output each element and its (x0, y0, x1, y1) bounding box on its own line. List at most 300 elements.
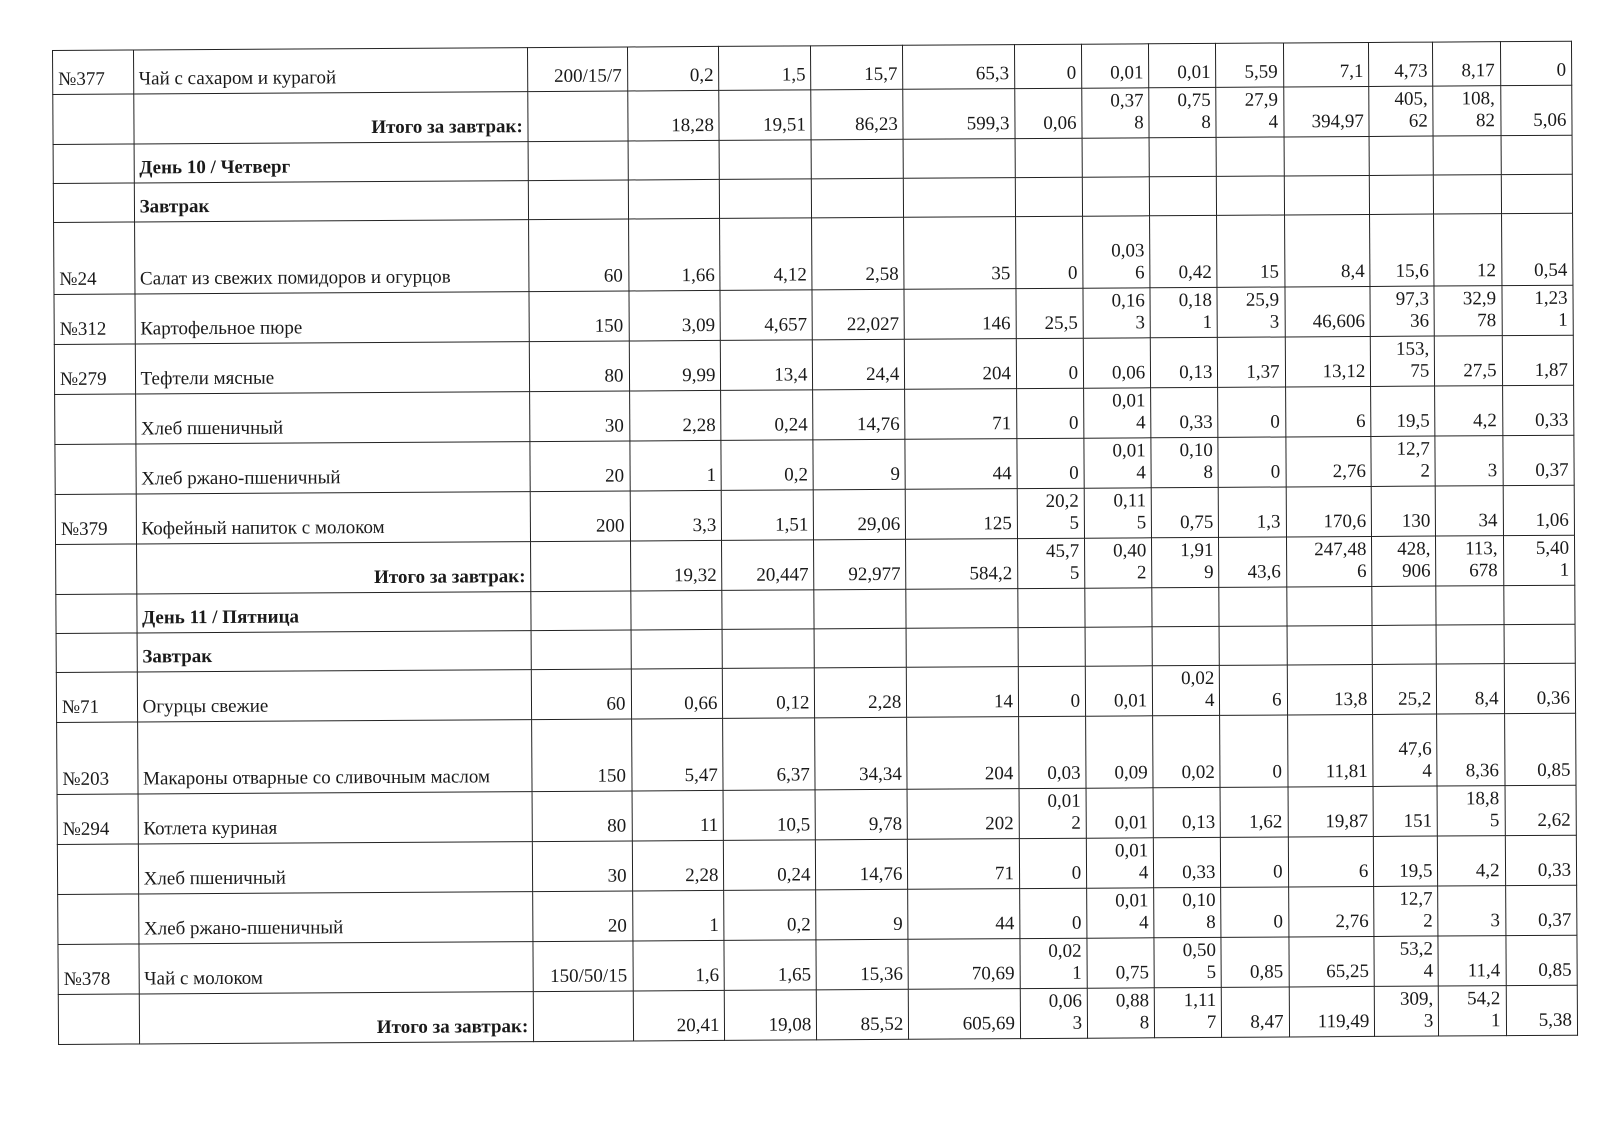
value-cell: 25,9 3 (1217, 287, 1284, 337)
empty-cell (1015, 177, 1082, 216)
value-cell: 2,62 (1505, 785, 1577, 835)
value-cell: 8,17 (1433, 42, 1500, 86)
empty-cell (1082, 177, 1149, 216)
value-cell: 5,47 (631, 718, 723, 791)
empty-cell (1287, 625, 1373, 665)
value-cell: 0,33 (1151, 387, 1218, 437)
portion-cell: 200/15/7 (528, 47, 627, 92)
value-cell: 19,87 (1288, 786, 1374, 837)
value-cell: 0,03 6 (1083, 216, 1151, 288)
table-row (55, 385, 1574, 444)
total-row (58, 985, 1577, 1044)
value-cell: 0,01 4 (1084, 438, 1151, 488)
dish-code: №379 (55, 494, 136, 544)
value-cell: 2,76 (1285, 436, 1371, 487)
portion-cell: 80 (530, 341, 629, 392)
value-cell: 5,40 1 (1503, 535, 1575, 585)
value-cell: 0 (1015, 216, 1083, 288)
dish-code: №378 (58, 944, 139, 994)
dish-code: №71 (56, 672, 137, 722)
table-row (55, 435, 1574, 494)
value-cell: 34 (1436, 486, 1503, 536)
value-cell: 14 (907, 667, 1019, 718)
dish-name: Салат из свежих помидоров и огурцов (134, 220, 529, 294)
value-cell: 605,69 (909, 989, 1021, 1040)
dish-code: №294 (57, 794, 138, 844)
code-cell (56, 544, 137, 594)
value-cell: 15,7 (811, 45, 903, 90)
empty-cell (720, 140, 812, 180)
empty-cell (1018, 588, 1085, 627)
table-row (57, 785, 1576, 844)
empty-cell (1015, 138, 1082, 177)
value-cell: 35 (904, 217, 1016, 290)
portion-cell: 200 (531, 491, 630, 542)
value-cell: 0,85 (1221, 937, 1288, 987)
empty-cell (531, 591, 630, 631)
empty-cell (628, 140, 720, 180)
table-row (54, 335, 1573, 394)
value-cell: 44 (908, 889, 1020, 940)
value-cell: 130 (1372, 486, 1436, 536)
value-cell: 14,76 (816, 839, 908, 890)
empty-cell (1216, 137, 1283, 176)
dish-name: Огурцы свежие (137, 670, 532, 722)
value-cell: 15 (1217, 215, 1285, 287)
value-cell: 8,4 (1437, 664, 1504, 714)
empty-cell (1372, 625, 1436, 664)
nutrition-table (52, 41, 1578, 1045)
value-cell: 43,6 (1219, 537, 1286, 587)
value-cell: 27,9 4 (1216, 87, 1283, 137)
value-cell: 0,2 (627, 46, 719, 91)
empty-cell (1436, 625, 1503, 664)
value-cell: 0,2 (724, 890, 816, 941)
total-label: Итого за завтрак: (136, 542, 531, 594)
value-cell: 0,37 (1502, 435, 1574, 485)
value-cell: 15,6 (1370, 214, 1435, 286)
empty-cell (1152, 587, 1219, 626)
value-cell: 125 (906, 489, 1018, 540)
empty-cell (528, 141, 627, 181)
empty-cell (1152, 626, 1219, 665)
table-row (57, 713, 1576, 794)
empty-cell (529, 180, 628, 220)
value-cell: 309, 3 (1375, 986, 1439, 1036)
value-cell: 0,06 (1083, 338, 1150, 388)
value-cell: 0,75 (1087, 938, 1154, 988)
value-cell: 1,91 9 (1152, 537, 1219, 587)
value-cell: 0,18 1 (1150, 287, 1217, 337)
empty-cell (1369, 136, 1433, 175)
value-cell: 8,47 (1222, 987, 1289, 1037)
value-cell: 0,01 4 (1084, 388, 1151, 438)
value-cell: 204 (905, 339, 1017, 390)
table-row (58, 935, 1577, 994)
value-cell: 11,4 (1438, 936, 1505, 986)
value-cell: 428, 906 (1372, 536, 1436, 586)
value-cell: 0 (1020, 888, 1087, 938)
value-cell: 19,5 (1374, 836, 1438, 886)
value-cell: 0,37 8 (1082, 88, 1149, 138)
value-cell: 13,12 (1285, 336, 1371, 387)
empty-cell (1284, 175, 1370, 215)
value-cell: 1,23 1 (1502, 285, 1574, 335)
empty-cell (1219, 626, 1286, 665)
empty-cell (720, 179, 812, 219)
value-cell: 151 (1373, 786, 1437, 836)
value-cell: 1,6 (632, 940, 724, 991)
value-cell: 6 (1220, 665, 1287, 715)
value-cell: 0,10 8 (1154, 887, 1221, 937)
value-cell: 25,5 (1016, 288, 1083, 338)
value-cell: 22,027 (812, 289, 904, 340)
empty-cell (814, 589, 906, 629)
dish-code: №312 (54, 294, 135, 344)
value-cell: 86,23 (811, 89, 903, 140)
portion-cell: 80 (532, 791, 631, 842)
dish-name: Хлеб пшеничный (138, 842, 533, 894)
empty-cell (723, 629, 815, 669)
value-cell: 0,88 8 (1087, 988, 1154, 1038)
value-cell: 119,49 (1289, 986, 1375, 1037)
dish-code: №203 (57, 722, 138, 794)
value-cell: 6,37 (723, 718, 815, 791)
dish-name: Чай с молоком (139, 942, 534, 994)
empty-cell (811, 139, 903, 179)
value-cell: 4,2 (1438, 836, 1505, 886)
value-cell: 0,16 3 (1083, 288, 1150, 338)
empty-cell (1286, 586, 1372, 626)
value-cell: 7,1 (1283, 42, 1369, 87)
value-cell: 0,01 (1086, 788, 1153, 838)
value-cell: 0 (1500, 41, 1572, 85)
value-cell: 0 (1220, 715, 1288, 787)
value-cell: 0,12 (723, 668, 815, 719)
value-cell: 0 (1018, 666, 1085, 716)
table-row (54, 285, 1573, 344)
empty-cell (1501, 174, 1573, 213)
dish-code: №279 (54, 344, 135, 394)
value-cell: 27,5 (1435, 336, 1502, 386)
value-cell: 0,2 (721, 440, 813, 491)
portion-cell (531, 541, 630, 592)
value-cell: 153, 75 (1371, 336, 1435, 386)
value-cell: 13,4 (721, 340, 813, 391)
code-cell (53, 94, 134, 144)
value-cell: 0,13 (1151, 337, 1218, 387)
table-row (54, 213, 1573, 294)
value-cell: 0,01 (1085, 666, 1152, 716)
value-cell: 0,02 (1153, 715, 1221, 787)
value-cell: 9 (813, 439, 905, 490)
value-cell: 0,42 (1150, 215, 1218, 287)
value-cell: 0,85 (1504, 713, 1576, 785)
empty-cell (1149, 137, 1216, 176)
value-cell: 2,76 (1288, 886, 1374, 937)
value-cell: 0,02 4 (1153, 665, 1220, 715)
value-cell: 1,11 7 (1155, 987, 1222, 1037)
value-cell: 146 (904, 289, 1016, 340)
total-label: Итого за завтрак: (139, 992, 534, 1044)
value-cell: 1,65 (724, 940, 816, 991)
table-row (56, 663, 1575, 722)
empty-cell (1082, 138, 1149, 177)
value-cell: 54,2 1 (1439, 986, 1506, 1036)
table-body (53, 41, 1578, 1044)
value-cell: 405, 62 (1369, 86, 1433, 136)
value-cell: 0,06 (1015, 88, 1082, 138)
empty-cell (1018, 627, 1085, 666)
value-cell: 29,06 (814, 489, 906, 540)
value-cell: 584,2 (906, 539, 1018, 590)
value-cell: 2,58 (812, 217, 904, 290)
value-cell: 1,87 (1502, 335, 1574, 385)
dish-name: Макароны отварные со сливочным маслом (137, 720, 532, 794)
dish-name: Тефтели мясные (135, 342, 530, 394)
empty-cell (1434, 175, 1501, 214)
value-cell: 0,33 (1505, 835, 1577, 885)
dish-code (58, 894, 139, 944)
table-row (55, 485, 1574, 544)
value-cell: 0,33 (1502, 385, 1574, 435)
value-cell: 47,6 4 (1373, 714, 1438, 786)
value-cell: 0,24 (724, 840, 816, 891)
value-cell: 0,37 (1505, 885, 1577, 935)
value-cell: 113, 678 (1436, 536, 1503, 586)
value-cell: 8,4 (1284, 214, 1370, 287)
portion-cell: 150 (529, 291, 628, 342)
portion-cell: 30 (533, 841, 632, 892)
value-cell: 394,97 (1283, 86, 1369, 137)
value-cell: 1,66 (628, 218, 720, 291)
value-cell: 11,81 (1287, 714, 1373, 787)
value-cell: 5,06 (1500, 85, 1572, 135)
empty-cell (630, 590, 722, 630)
empty-cell (1503, 585, 1575, 624)
empty-cell (906, 589, 1018, 629)
value-cell: 0 (1017, 438, 1084, 488)
value-cell: 9,78 (815, 789, 907, 840)
portion-cell (528, 91, 627, 142)
value-cell: 0 (1017, 388, 1084, 438)
dish-name: Котлета куриная (138, 792, 533, 844)
value-cell: 0,75 (1151, 487, 1218, 537)
value-cell: 20,41 (633, 990, 725, 1041)
day-label: День 10 / Четверг (134, 142, 529, 183)
dish-code (55, 394, 136, 444)
value-cell: 4,12 (720, 218, 812, 291)
value-cell: 0,50 5 (1154, 937, 1221, 987)
value-cell: 1,06 (1503, 485, 1575, 535)
value-cell: 1,62 (1220, 787, 1287, 837)
portion-cell (534, 991, 633, 1042)
portion-cell: 60 (529, 219, 629, 292)
dish-name: Хлеб пшеничный (135, 392, 530, 444)
value-cell: 0,11 5 (1084, 488, 1151, 538)
portion-cell: 60 (532, 669, 631, 720)
value-cell: 13,8 (1287, 664, 1373, 715)
table-row (58, 885, 1577, 944)
value-cell: 20,447 (722, 540, 814, 591)
value-cell: 19,08 (725, 990, 817, 1041)
value-cell: 0,02 1 (1020, 938, 1087, 988)
empty-cell (1504, 624, 1576, 663)
empty-cell (1219, 587, 1286, 626)
value-cell: 170,6 (1286, 486, 1372, 537)
value-cell: 3 (1438, 886, 1505, 936)
empty-cell (904, 178, 1016, 218)
empty-cell (531, 630, 630, 670)
value-cell: 1,5 (719, 46, 811, 91)
day-label: День 11 / Пятница (136, 592, 531, 633)
value-cell: 5,38 (1506, 985, 1578, 1035)
value-cell: 65,3 (903, 45, 1015, 90)
empty-cell (631, 629, 723, 669)
value-cell: 71 (908, 839, 1020, 890)
code-cell (56, 633, 137, 672)
value-cell: 65,25 (1289, 936, 1375, 987)
value-cell: 1,3 (1219, 487, 1286, 537)
value-cell: 0 (1019, 838, 1086, 888)
value-cell: 0,01 2 (1019, 788, 1086, 838)
value-cell: 19,51 (719, 90, 811, 141)
portion-cell: 20 (533, 891, 632, 942)
code-cell (53, 144, 134, 183)
empty-cell (1372, 586, 1436, 625)
dish-name: Хлеб ржано-пшеничный (138, 892, 533, 944)
value-cell: 6 (1285, 386, 1371, 437)
value-cell: 11 (632, 790, 724, 841)
empty-cell (814, 628, 906, 668)
empty-cell (722, 590, 814, 630)
dish-code: №377 (53, 50, 134, 94)
value-cell: 12,7 2 (1371, 436, 1435, 486)
value-cell: 0 (1016, 338, 1083, 388)
code-cell (53, 183, 134, 222)
value-cell: 97,3 36 (1370, 286, 1434, 336)
value-cell: 0,06 3 (1020, 988, 1087, 1038)
value-cell: 44 (905, 439, 1017, 490)
value-cell: 12,7 2 (1374, 886, 1438, 936)
empty-cell (1150, 176, 1217, 215)
value-cell: 0,75 8 (1149, 87, 1216, 137)
meal-label: Завтрак (137, 631, 532, 672)
value-cell: 20,2 5 (1017, 488, 1084, 538)
value-cell: 1,37 (1218, 337, 1285, 387)
value-cell: 19,5 (1371, 386, 1435, 436)
value-cell: 247,48 6 (1286, 536, 1372, 587)
dish-name: Кофейный напиток с молоком (136, 492, 531, 544)
value-cell: 0,24 (721, 390, 813, 441)
meal-label: Завтрак (134, 181, 529, 222)
value-cell: 32,9 78 (1434, 286, 1501, 336)
value-cell: 9 (816, 889, 908, 940)
value-cell: 0 (1218, 387, 1285, 437)
empty-cell (1085, 627, 1152, 666)
total-label: Итого за завтрак: (133, 92, 528, 144)
value-cell: 6 (1288, 836, 1374, 887)
dish-name: Хлеб ржано-пшеничный (136, 442, 531, 494)
dish-code: №24 (54, 222, 135, 294)
value-cell: 92,977 (814, 539, 906, 590)
value-cell: 8,36 (1437, 714, 1505, 786)
value-cell: 1,51 (722, 490, 814, 541)
value-cell: 0 (1221, 887, 1288, 937)
value-cell: 46,606 (1285, 286, 1371, 337)
empty-cell (1436, 586, 1503, 625)
value-cell: 0,03 (1019, 716, 1087, 788)
total-row (56, 535, 1575, 594)
empty-cell (1370, 175, 1434, 214)
empty-cell (903, 139, 1015, 179)
value-cell: 0,01 (1149, 43, 1216, 87)
value-cell: 34,34 (815, 717, 907, 790)
value-cell: 24,4 (813, 339, 905, 390)
value-cell: 202 (907, 789, 1019, 840)
table-row (57, 835, 1576, 894)
value-cell: 10,5 (723, 790, 815, 841)
value-cell: 0,66 (631, 668, 723, 719)
value-cell: 5,59 (1216, 43, 1283, 87)
code-cell (56, 594, 137, 633)
value-cell: 1 (632, 890, 724, 941)
value-cell: 4,2 (1435, 386, 1502, 436)
empty-cell (628, 179, 720, 219)
empty-cell (812, 178, 904, 218)
value-cell: 204 (907, 717, 1019, 790)
portion-cell: 150/50/15 (533, 941, 632, 992)
value-cell: 0,01 4 (1087, 888, 1154, 938)
value-cell: 0 (1221, 837, 1288, 887)
dish-code (57, 844, 138, 894)
value-cell: 14,76 (813, 389, 905, 440)
value-cell: 0 (1014, 44, 1081, 88)
value-cell: 45,7 5 (1017, 538, 1084, 588)
value-cell: 3 (1435, 436, 1502, 486)
value-cell: 3,09 (628, 290, 720, 341)
value-cell: 2,28 (629, 390, 721, 441)
value-cell: 0,09 (1086, 716, 1154, 788)
value-cell: 71 (905, 389, 1017, 440)
value-cell: 0,36 (1504, 663, 1576, 713)
value-cell: 0 (1218, 437, 1285, 487)
value-cell: 2,28 (632, 840, 724, 891)
value-cell: 0,54 (1501, 213, 1573, 285)
value-cell: 19,32 (630, 540, 722, 591)
value-cell: 0,85 (1505, 935, 1577, 985)
value-cell: 9,99 (629, 340, 721, 391)
empty-cell (1217, 176, 1284, 215)
empty-cell (906, 628, 1018, 668)
value-cell: 12 (1434, 214, 1502, 286)
dish-name: Чай с сахаром и курагой (133, 48, 528, 94)
value-cell: 1 (629, 440, 721, 491)
value-cell: 4,73 (1369, 42, 1433, 86)
value-cell: 3,3 (630, 490, 722, 541)
value-cell: 0,10 8 (1151, 437, 1218, 487)
code-cell (58, 994, 139, 1044)
value-cell: 0,01 (1082, 44, 1149, 88)
value-cell: 70,69 (908, 939, 1020, 990)
portion-cell: 20 (530, 441, 629, 492)
empty-cell (1501, 135, 1573, 174)
dish-name: Картофельное пюре (135, 292, 530, 344)
empty-cell (1433, 136, 1500, 175)
value-cell: 85,52 (817, 989, 909, 1040)
value-cell: 0,40 2 (1085, 538, 1152, 588)
value-cell: 18,8 5 (1437, 786, 1504, 836)
